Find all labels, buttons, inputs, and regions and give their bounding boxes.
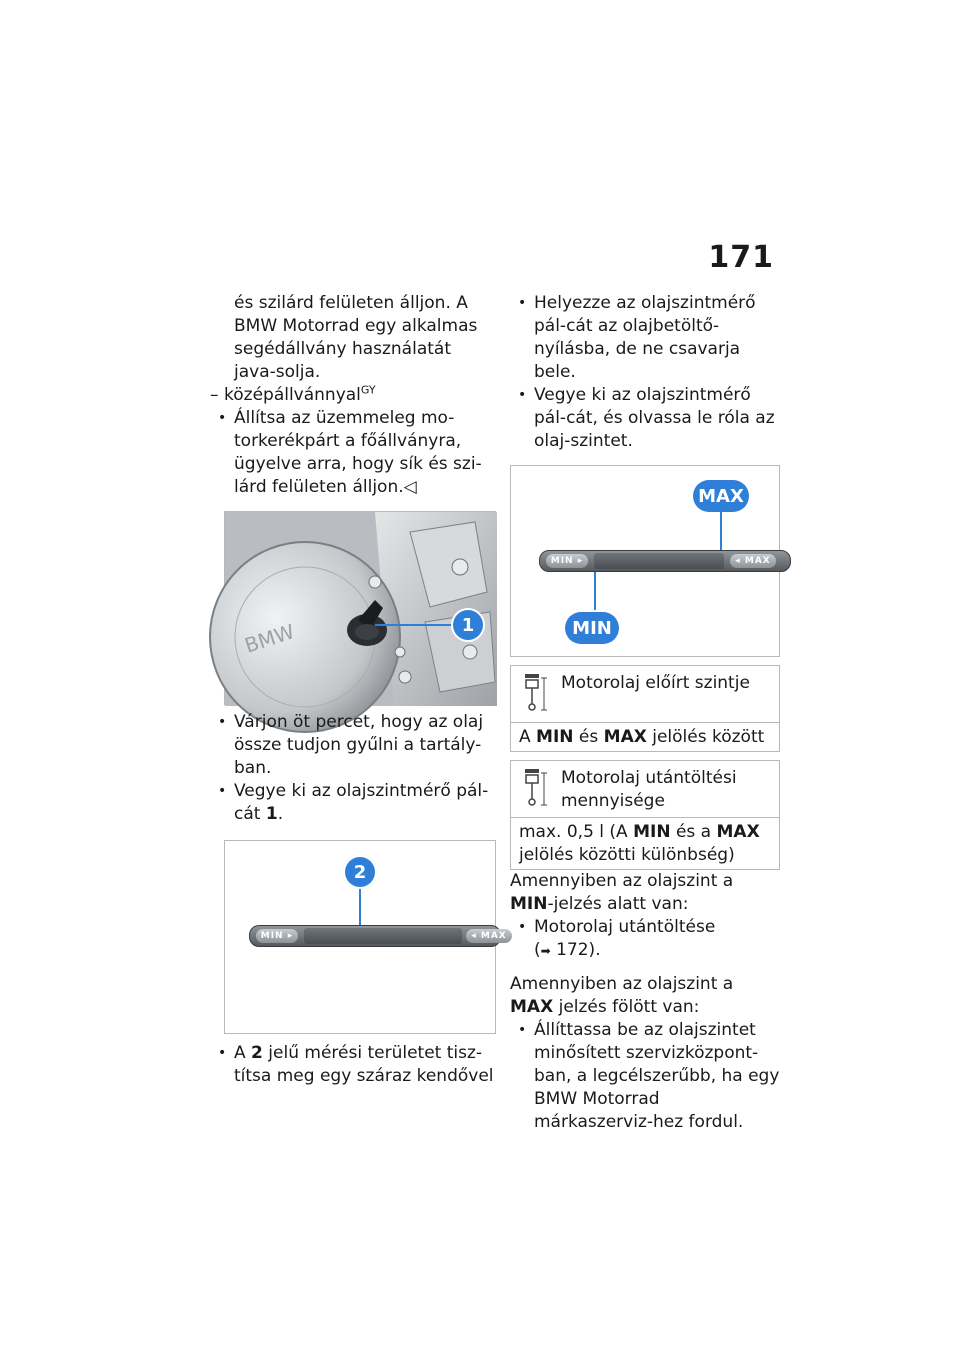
step-center-stand: • Állítsa az üzemmeleg mo-torkerékpárt a főállványra, ügyelve arra, hogy sík és szi-lárd felületen álljon.◁ bbox=[210, 407, 494, 499]
min-label: MIN bbox=[565, 612, 619, 644]
left-column bbox=[210, 292, 507, 1088]
max-label: MAX bbox=[693, 480, 749, 512]
page-number: 171 bbox=[708, 240, 774, 275]
max-line bbox=[720, 512, 722, 552]
spec-title: Motorolaj előírt szintje bbox=[561, 673, 750, 693]
dipstick bbox=[249, 925, 507, 947]
callout-line bbox=[375, 624, 465, 626]
page-reference: 172). bbox=[556, 940, 601, 960]
step-service: • Állíttassa be az olajszintet minősített szervizközpont-ban, a legcélszerűbb, ha egy BMW Motorrad márkaszerviz-hez fordul. bbox=[510, 1019, 780, 1134]
condition-above-max: Amennyiben az olajszint a MAX jelzés fölött van: bbox=[510, 974, 734, 1017]
spec-value: max. 0,5 l (A MIN és a MAX jelölés közötti különbség) bbox=[511, 817, 779, 869]
step-insert-dipstick: • Helyezze az olajszintmérő pál-cát az olajbetöltő-nyílásba, de ne csavarja bele. bbox=[510, 292, 780, 384]
page-reference-icon: ➡ bbox=[540, 944, 551, 958]
dipstick-min-mark: MIN ▸ bbox=[256, 929, 298, 943]
dipstick-max-mark: ◂ MAX bbox=[730, 554, 776, 568]
condition-below-min: Amennyiben az olajszint a MIN-jelzés alatt van: bbox=[510, 871, 734, 914]
variant-code: GY bbox=[360, 383, 376, 397]
intro-text: és szilárd felületen álljon. A BMW Motorrad egy alkalmas segédállvány használatát java-solja. bbox=[234, 293, 478, 382]
callout-1: 1 bbox=[453, 610, 483, 640]
dipstick-max-mark: ◂ MAX bbox=[466, 929, 512, 943]
dipstick-measure-area bbox=[304, 928, 462, 944]
callout-2: 2 bbox=[345, 857, 375, 887]
oil-level-icon bbox=[517, 670, 551, 714]
dipstick bbox=[539, 550, 791, 572]
dipstick-min-mark: MIN ▸ bbox=[546, 554, 588, 568]
oil-level-icon bbox=[517, 765, 551, 809]
engine-figure bbox=[224, 511, 496, 705]
step-wait: • Várjon öt percet, hogy az olaj össze tudjon gyűlni a tartály-ban. bbox=[210, 711, 494, 780]
dipstick-figure-levels bbox=[510, 465, 780, 657]
dipstick-measure-area bbox=[594, 553, 724, 569]
spec-oil-level bbox=[510, 665, 780, 752]
variant-line: – középállvánnyal$^{GY}$ bbox=[210, 384, 494, 407]
right-column bbox=[510, 292, 780, 1134]
dipstick-figure-clean bbox=[224, 840, 507, 1034]
step-topup: • Motorolaj utántöltése (➡ 172). bbox=[510, 916, 780, 963]
min-line bbox=[594, 572, 596, 616]
step-read-level: • Vegye ki az olajszintmérő pál-cát, és olvassa le róla az olaj-szintet. bbox=[510, 384, 780, 453]
spec-value: A MIN és MAX jelölés között bbox=[511, 722, 779, 751]
engine-illustration bbox=[225, 512, 497, 706]
spec-title: Motorolaj utántöltési mennyisége bbox=[561, 768, 737, 811]
svg-text:BMW: BMW bbox=[241, 619, 298, 658]
end-mark-icon: ◁ bbox=[403, 477, 417, 497]
step-clean: • A 2 jelű mérési területet tisz-títsa meg egy száraz kendővel bbox=[210, 1042, 494, 1088]
spec-topup-amount bbox=[510, 760, 780, 870]
step-remove-dipstick: • Vegye ki az olajszintmérő pál-cát 1. bbox=[210, 780, 494, 826]
